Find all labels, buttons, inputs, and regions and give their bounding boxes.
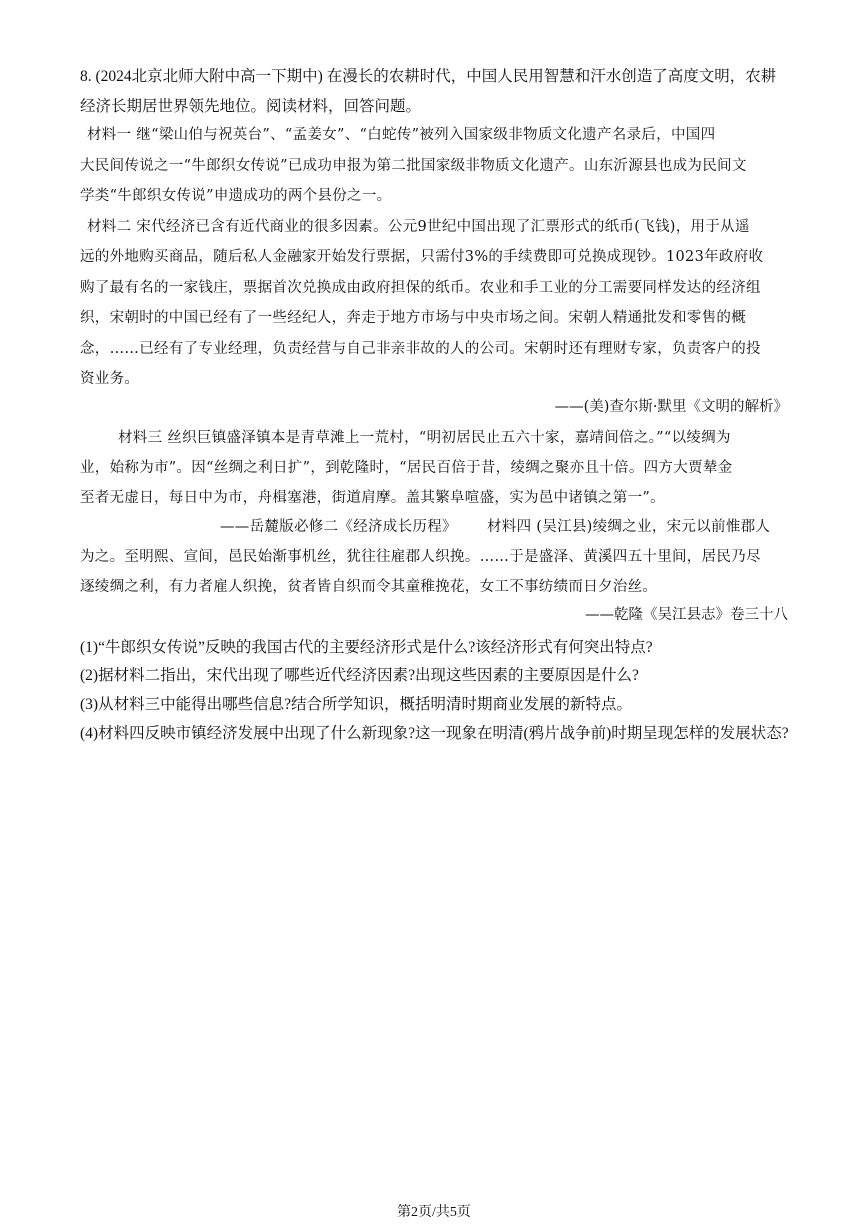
material2-line-5: 念，……已经有了专业经理，负责经营与自己非亲非故的人的公司。宋朝时还有理财专家，负责客户的投 (80, 341, 761, 357)
material1-line-1: 材料一 继“梁山伯与祝英台”、“孟姜女”、“白蛇传”被列入国家级非物质文化遗产名录后，中国四 (87, 127, 716, 143)
material2-line-1: 材料二 宋代经济已含有近代商业的很多因素。公元9世纪中国出现了汇票形式的纸币(飞钱)，用于从遥 (87, 219, 750, 235)
material1-line-2: 大民间传说之一“牛郎织女传说”已成功申报为第二批国家级非物质文化遗产。山东沂源县也成为民间文 (80, 158, 747, 174)
subquestion-1: (1)“牛郎织女传说”反映的我国古代的主要经济形式是什么?该经济形式有何突出特点? (80, 639, 653, 656)
material3-source: ——岳麓版必修二《经济成长历程》 (220, 519, 457, 535)
material2-line-2: 远的外地购买商品，随后私人金融家开始发行票据，只需付3%的手续费即可兑换成现钞。1023年政府收 (80, 249, 764, 265)
material3-line-2: 业，始称为市”。因“丝绸之利日扩”，到乾隆时，“居民百倍于昔，绫绸之聚亦且十倍。四方大贾辇金 (80, 460, 733, 476)
material4-line-1: 材料四 (吴江县)绫绸之业，宋元以前惟郡人 (487, 519, 771, 535)
subquestion-3: (3)从材料三中能得出哪些信息?结合所学知识，概括明清时期商业发展的新特点。 (80, 696, 632, 713)
material2-line-6: 资业务。 (80, 371, 140, 387)
subquestion-4: (4)材料四反映市镇经济发展中出现了什么新现象?这一现象在明清(鸦片战争前)时期呈现怎样的发展状态? (80, 725, 789, 742)
material2-line-4: 织，宋朝时的中国已经有了一些经纪人，奔走于地方市场与中央市场之间。宋朝人精通批发和零售的概 (80, 310, 746, 326)
subquestion-2: (2)据材料二指出，宋代出现了哪些近代经济因素?出现这些因素的主要原因是什么? (80, 667, 639, 684)
material1-line-3: 学类“牛郎织女传说”申遗成功的两个县份之一。 (80, 188, 392, 204)
material4-line-3: 逐绫绸之利，有力者雇人织挽，贫者皆自织而令其童稚挽花，女工不事纺绩而日夕治丝。 (80, 579, 658, 595)
question-line-1: 8. (2024北京北师大附中高一下期中) 在漫长的农耕时代，中国人民用智慧和汗水创造了高度文明，农耕 (80, 68, 777, 85)
material4-line-2: 为之。至明熙、宣间，邑民始渐事机丝，犹往往雇郡人织挽。……于是盛泽、黄溪四五十里间，居民乃尽 (80, 549, 761, 565)
question-line-2: 经济长期居世界领先地位。阅读材料，回答问题。 (80, 98, 422, 115)
material2-source: ——(美)查尔斯·默里《文明的解析》 (554, 399, 788, 415)
material4-source: ——乾隆《吴江县志》卷三十八 (585, 607, 788, 623)
page-number: 第2页/共5页 (397, 1205, 471, 1220)
material3-line-1: 材料三 丝织巨镇盛泽镇本是青草滩上一荒村，“明初居民止五六十家，嘉靖间倍之。”“以绫绸为 (118, 430, 731, 446)
material2-line-3: 购了最有名的一家钱庄，票据首次兑换成由政府担保的纸币。农业和手工业的分工需要同样发达的经济组 (80, 280, 761, 296)
material3-line-3: 至者无虚日，每日中为市，舟楫塞港，街道肩摩。盖其繁阜喧盛，实为邑中诸镇之第一”。 (80, 490, 665, 506)
